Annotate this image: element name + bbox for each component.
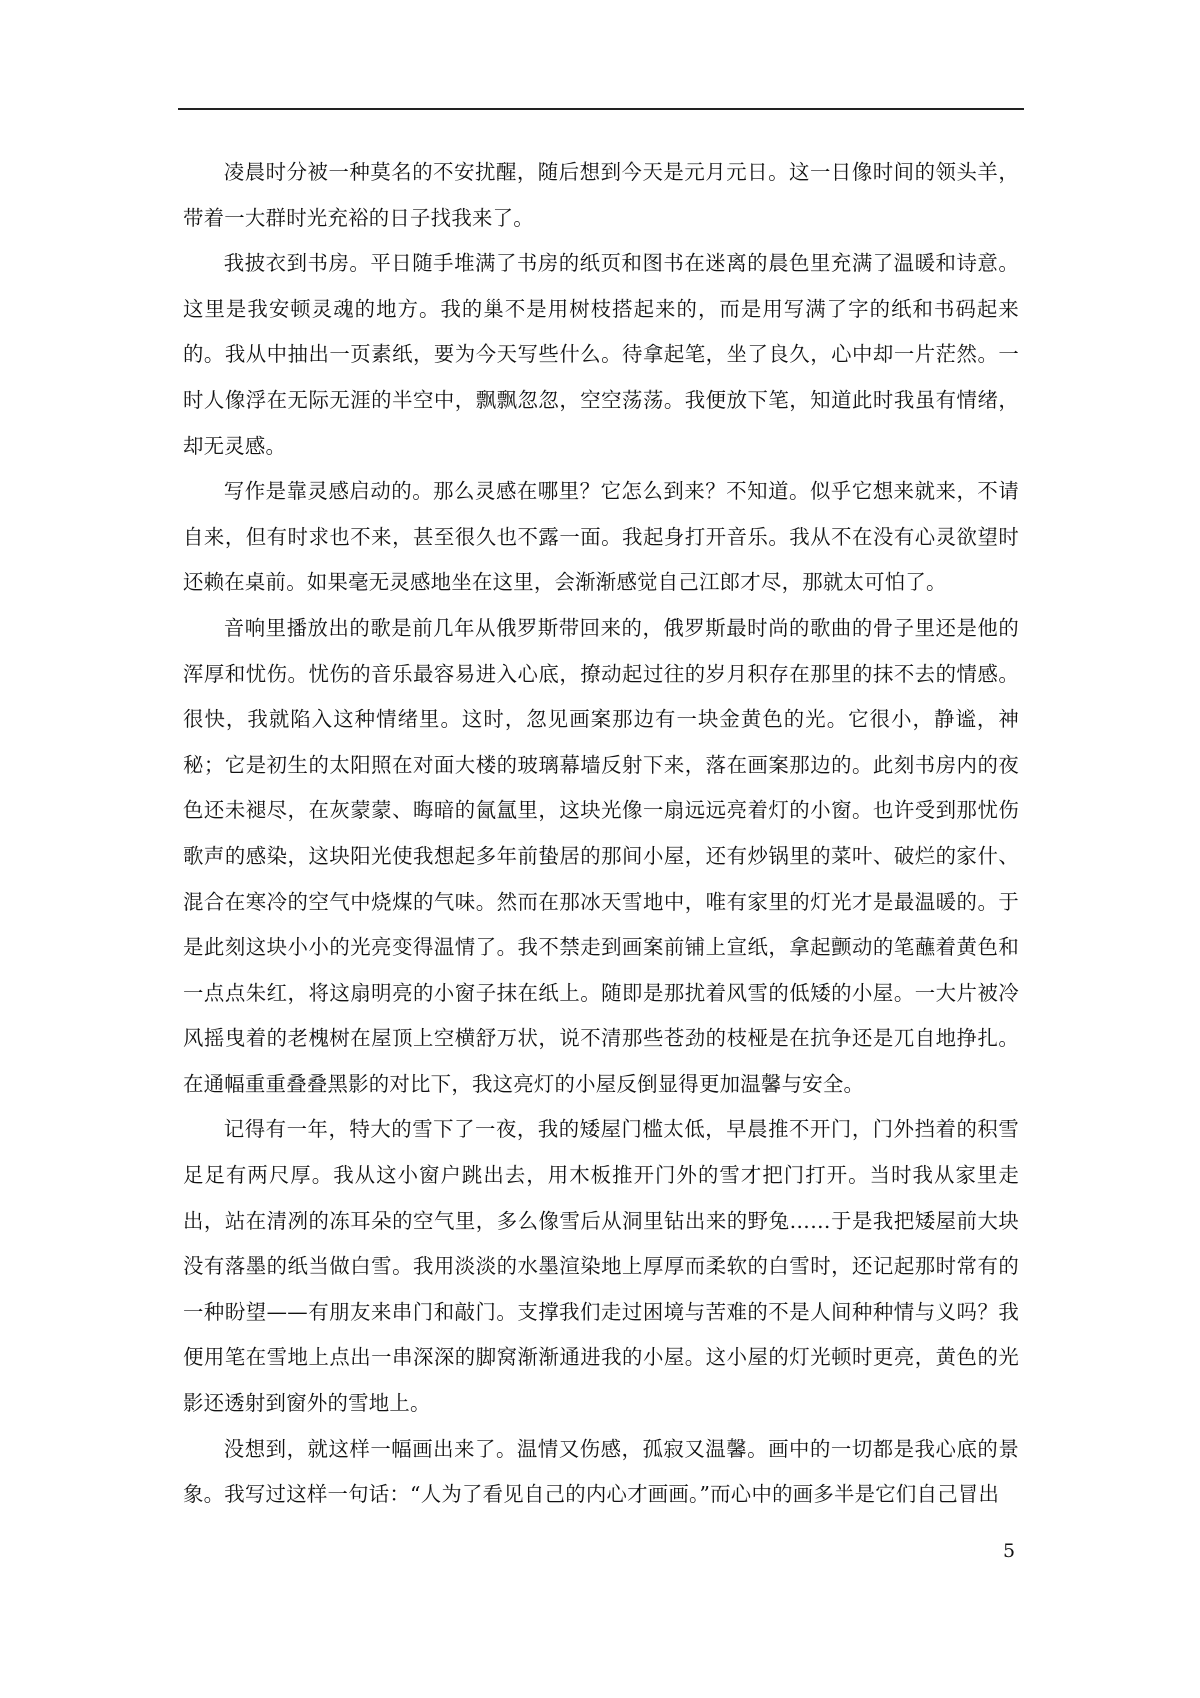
body-text (183, 150, 1019, 1518)
paragraph-6: 没想到，就这样一幅画出来了。温情又伤感，孤寂又温馨。画中的一切都是我心底的景象。我写过这样一句话：“人为了看见自己的内心才画画。”而心中的画多半是它们自己冒出 (183, 1436, 1019, 1507)
paragraph-2: 我披衣到书房。平日随手堆满了书房的纸页和图书在迷离的晨色里充满了温暖和诗意。这里是我安顿灵魂的地方。我的巢不是用树枝搭起来的，而是用写满了字的纸和书码起来的。我从中抽出一页素纸，要为今天写些什么。待拿起笔，坐了良久，心中却一片茫然。一时人像浮在无际无涯的半空中，飘飘忽忽，空空荡荡。我便放下笔，知道此时我虽有情绪，却无灵感。 (183, 251, 1019, 458)
page-number: 5 (1003, 1540, 1016, 1562)
paragraph-1: 凌晨时分被一种莫名的不安扰醒，随后想到今天是元月元日。这一日像时间的领头羊，带着一大群时光充裕的日子找我来了。 (183, 160, 1019, 230)
paragraph-5: 记得有一年，特大的雪下了一夜，我的矮屋门槛太低，早晨推不开门，门外挡着的积雪足足有两尺厚。我从这小窗户跳出去，用木板推开门外的雪才把门打开。当时我从家里走出，站在清冽的冻耳朵的空气里，多么像雪后从洞里钻出来的野兔……于是我把矮屋前大块没有落墨的纸当做白雪。我用淡淡的水墨渲染地上厚厚而柔软的白雪时，还记起那时常有的一种盼望——有朋友来串门和敲门。支撑我们走过困境与苦难的不是人间种种情与义吗？我便用笔在雪地上点出一串深深的脚窝渐渐通进我的小屋。这小屋的灯光顿时更亮，黄色的光影还透射到窗外的雪地上。 (183, 1117, 1019, 1416)
paragraph-4: 音响里播放出的歌是前几年从俄罗斯带回来的，俄罗斯最时尚的歌曲的骨子里还是他的浑厚和忧伤。忧伤的音乐最容易进入心底，撩动起过往的岁月积存在那里的抹不去的情感。很快，我就陷入这种情绪里。这时，忽见画案那边有一块金黄色的光。它很小，静谧，神秘；它是初生的太阳照在对面大楼的玻璃幕墙反射下来，落在画案那边的。此刻书房内的夜色还未褪尽，在灰蒙蒙、晦暗的氤氲里，这块光像一扇远远亮着灯的小窗。也许受到那忧伤歌声的感染，这块阳光使我想起多年前蛰居的那间小屋，还有炒锅里的菜叶、破烂的家什、混合在寒冷的空气中烧煤的气味。然而在那冰天雪地中，唯有家里的灯光才是最温暖的。于是此刻这块小小的光亮变得温情了。我不禁走到画案前铺上宣纸，拿起颤动的笔蘸着黄色和一点点朱红，将这扇明亮的小窗子抹在纸上。随即是那扰着风雪的低矮的小屋。一大片被冷风摇曳着的老槐树在屋顶上空横舒万状，说不清那些苍劲的枝桠是在抗争还是兀自地挣扎。在通幅重重叠叠黑影的对比下，我这亮灯的小屋反倒显得更加温馨与安全。 (183, 615, 1019, 1096)
header-rule (178, 108, 1024, 110)
paragraph-3: 写作是靠灵感启动的。那么灵感在哪里？它怎么到来？不知道。似乎它想来就来，不请自来，但有时求也不来，甚至很久也不露一面。我起身打开音乐。我从不在没有心灵欲望时还赖在桌前。如果毫无灵感地坐在这里，会渐渐感觉自己江郎才尽，那就太可怕了。 (183, 479, 1019, 595)
